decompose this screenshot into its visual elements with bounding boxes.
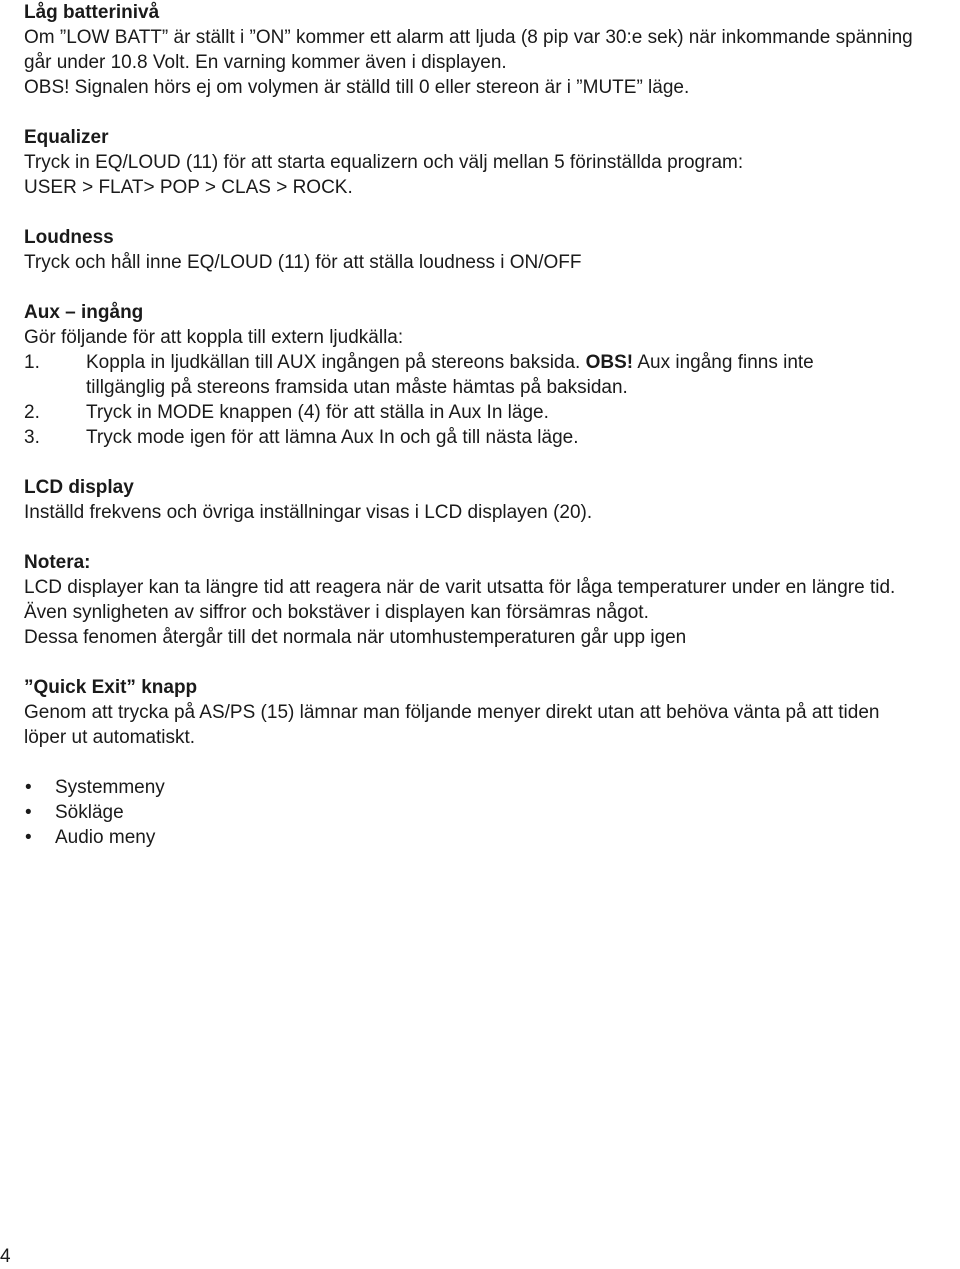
step-number: 1. bbox=[24, 352, 40, 373]
loudness-section bbox=[24, 225, 944, 275]
bullet-text: Systemmeny bbox=[55, 777, 165, 798]
aux-section bbox=[24, 300, 944, 450]
loudness-heading: Loudness bbox=[24, 227, 114, 248]
manual-page bbox=[24, 0, 944, 850]
bullet-icon: • bbox=[25, 802, 32, 823]
quick-exit-line: Genom att trycka på AS/PS (15) lämnar man följande menyer direkt utan att behöva vänta på att tiden bbox=[24, 702, 880, 723]
low-batt-line: OBS! Signalen hörs ej om volymen är ställd till 0 eller stereon är i ”MUTE” läge. bbox=[24, 77, 690, 98]
lcd-section bbox=[24, 475, 944, 525]
step-text: Tryck in MODE knappen (4) för att ställa in Aux In läge. bbox=[86, 402, 549, 423]
step-text-after: Aux ingång finns inte bbox=[637, 352, 814, 373]
equalizer-heading: Equalizer bbox=[24, 127, 109, 148]
list-item bbox=[24, 775, 944, 800]
quick-exit-section bbox=[24, 675, 944, 750]
lcd-line: Inställd frekvens och övriga inställningar visas i LCD displayen (20). bbox=[24, 502, 593, 523]
step-number: 3. bbox=[24, 427, 40, 448]
quick-exit-line: löper ut automatiskt. bbox=[24, 727, 196, 748]
aux-steps-list bbox=[24, 350, 944, 450]
low-batt-heading: Låg batterinivå bbox=[24, 2, 160, 23]
bullet-text: Audio meny bbox=[55, 827, 156, 848]
equalizer-line: Tryck in EQ/LOUD (11) för att starta equalizern och välj mellan 5 förinställda program: bbox=[24, 152, 744, 173]
bullet-icon: • bbox=[25, 827, 32, 848]
quick-exit-menus bbox=[24, 775, 944, 850]
list-item bbox=[24, 425, 944, 450]
notera-section bbox=[24, 550, 944, 650]
quick-exit-bullet-list bbox=[24, 775, 944, 850]
equalizer-section bbox=[24, 125, 944, 200]
list-item bbox=[24, 800, 944, 825]
low-batt-line: Om ”LOW BATT” är ställt i ”ON” kommer ett alarm att ljuda (8 pip var 30:e sek) när inkommande spänning bbox=[24, 27, 913, 48]
step-text-line2: tillgänglig på stereons framsida utan måste hämtas på baksidan. bbox=[86, 377, 628, 398]
page-number: 4 bbox=[0, 1246, 11, 1267]
step-text: Koppla in ljudkällan till AUX ingången på stereons baksida. bbox=[86, 352, 581, 373]
equalizer-line: USER > FLAT> POP > CLAS > ROCK. bbox=[24, 177, 353, 198]
notera-line: LCD displayer kan ta längre tid att reagera när de varit utsatta för låga temperaturer under en längre tid. bbox=[24, 577, 896, 598]
loudness-line: Tryck och håll inne EQ/LOUD (11) för att ställa loudness i ON/OFF bbox=[24, 252, 582, 273]
step-number: 2. bbox=[24, 402, 40, 423]
bullet-icon: • bbox=[25, 777, 32, 798]
aux-intro: Gör följande för att koppla till extern ljudkälla: bbox=[24, 327, 404, 348]
quick-exit-heading: ”Quick Exit” knapp bbox=[24, 677, 198, 698]
low-batt-section bbox=[24, 0, 944, 100]
obs-label: OBS! bbox=[585, 352, 634, 373]
step-text: Tryck mode igen för att lämna Aux In och gå till nästa läge. bbox=[86, 427, 579, 448]
notera-heading: Notera: bbox=[24, 552, 91, 573]
low-batt-line: går under 10.8 Volt. En varning kommer även i displayen. bbox=[24, 52, 507, 73]
bullet-text: Sökläge bbox=[55, 802, 124, 823]
notera-line: Även synligheten av siffror och bokstäver i displayen kan försämras något. bbox=[24, 602, 649, 623]
aux-heading: Aux – ingång bbox=[24, 302, 144, 323]
list-item bbox=[24, 350, 944, 400]
list-item bbox=[24, 400, 944, 425]
notera-line: Dessa fenomen återgår till det normala när utomhustemperaturen går upp igen bbox=[24, 627, 687, 648]
list-item bbox=[24, 825, 944, 850]
lcd-heading: LCD display bbox=[24, 477, 134, 498]
